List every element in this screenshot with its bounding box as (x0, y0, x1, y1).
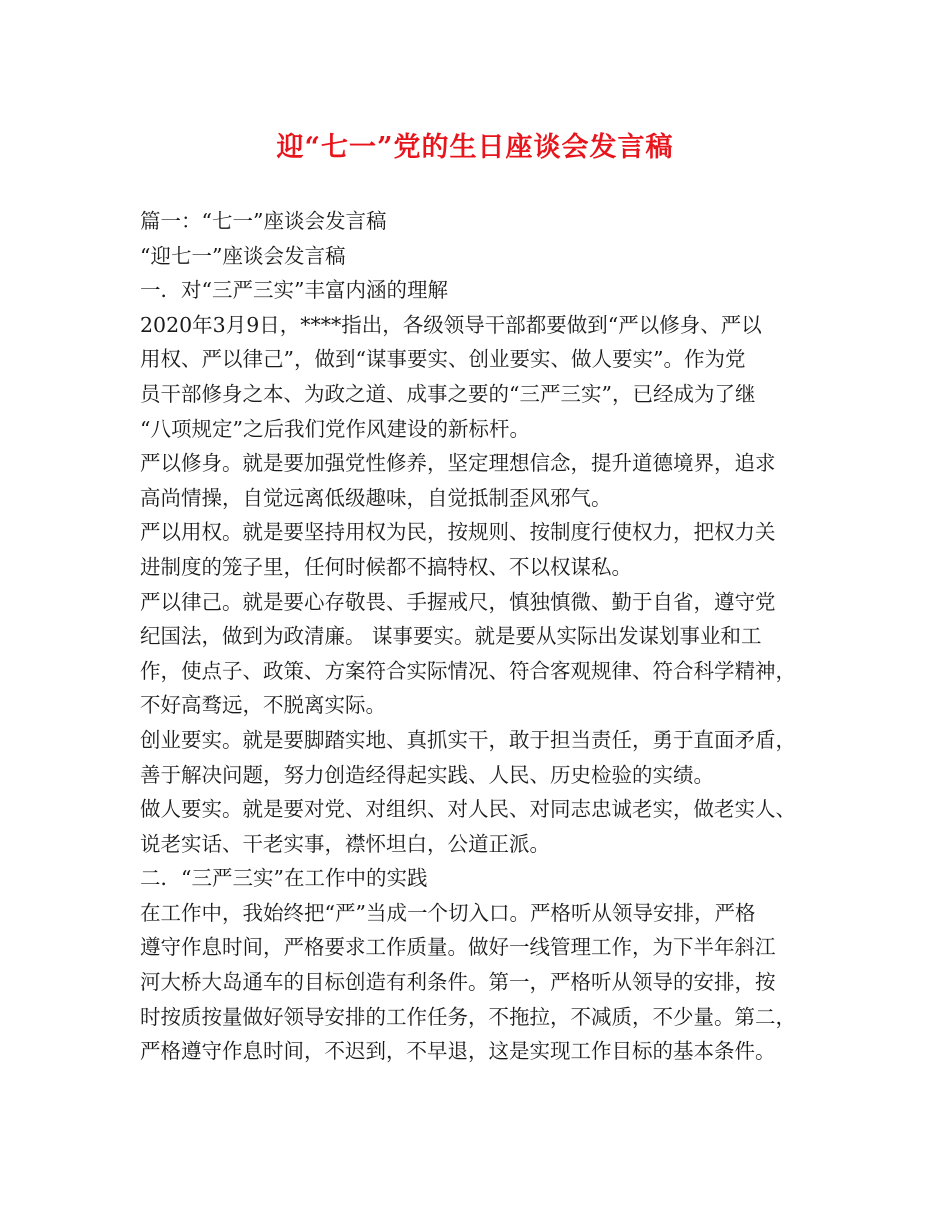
text-line: “八项规定”之后我们党作风建设的新标杆。 (140, 416, 530, 441)
text-line: 二．“三严三实”在工作中的实践 (140, 866, 428, 891)
text-line: 一．对“三严三实”丰富内涵的理解 (140, 278, 448, 303)
text-line: 用权、严以律己”，做到“谋事要实、创业要实、做人要实”。作为党 (140, 347, 746, 372)
text-line: 不好高骛远，不脱离实际。 (140, 693, 386, 718)
text-line: 创业要实。就是要脚踏实地、真抓实干，敢于担当责任，勇于直面矛盾， (140, 727, 796, 752)
text-line: 进制度的笼子里，任何时候都不搞特权、不以权谋私。 (140, 554, 632, 579)
text-line: 严以用权。就是要坚持用权为民，按规则、按制度行使权力，把权力关 (140, 520, 776, 545)
text-line: 做人要实。就是要对党、对组织、对人民、对同志忠诚老实，做老实人、 (140, 797, 796, 822)
document-title: 迎“七一”党的生日座谈会发言稿 (276, 132, 674, 163)
text-line: 说老实话、干老实事，襟怀坦白，公道正派。 (140, 831, 550, 856)
text-line: 篇一：“七一”座谈会发言稿 (140, 209, 387, 233)
text-line: 高尚情操，自觉远离低级趣味，自觉抵制歪风邪气。 (140, 485, 612, 510)
text-line: 严格遵守作息时间，不迟到，不早退，这是实现工作目标的基本条件。 (140, 1039, 776, 1064)
text-line: 纪国法，做到为政清廉。 谋事要实。就是要从实际出发谋划事业和工 (140, 624, 762, 649)
text-line: 善于解决问题，努力创造经得起实践、人民、历史检验的实绩。 (140, 762, 714, 787)
text-line: 员干部修身之本、为政之道、成事之要的“三严三实”，已经成为了继 (140, 381, 756, 406)
text-line: 严以修身。就是要加强党性修养，坚定理想信念，提升道德境界，追求 (140, 451, 776, 476)
text-line: 河大桥大岛通车的目标创造有利条件。第一，严格听从领导的安排，按 (140, 970, 776, 995)
document-body (140, 204, 820, 1069)
text-line: 时按质按量做好领导安排的工作任务，不拖拉，不减质，不少量。第二， (140, 1004, 796, 1029)
text-line: 在工作中，我始终把“严”当成一个切入口。严格听从领导安排，严格 (140, 900, 756, 925)
text-line: 作，使点子、政策、方案符合实际情况、符合客观规律、符合科学精神， (140, 658, 796, 683)
text-line: 遵守作息时间，严格要求工作质量。做好一线管理工作，为下半年斜江 (140, 935, 776, 960)
text-line: 严以律己。就是要心存敬畏、手握戒尺，慎独慎微、勤于自省，遵守党 (140, 589, 776, 614)
text-line: 2020年3月9日，****指出，各级领导干部都要做到“严以修身、严以 (140, 312, 762, 337)
text-line: “迎七一”座谈会发言稿 (140, 243, 346, 268)
